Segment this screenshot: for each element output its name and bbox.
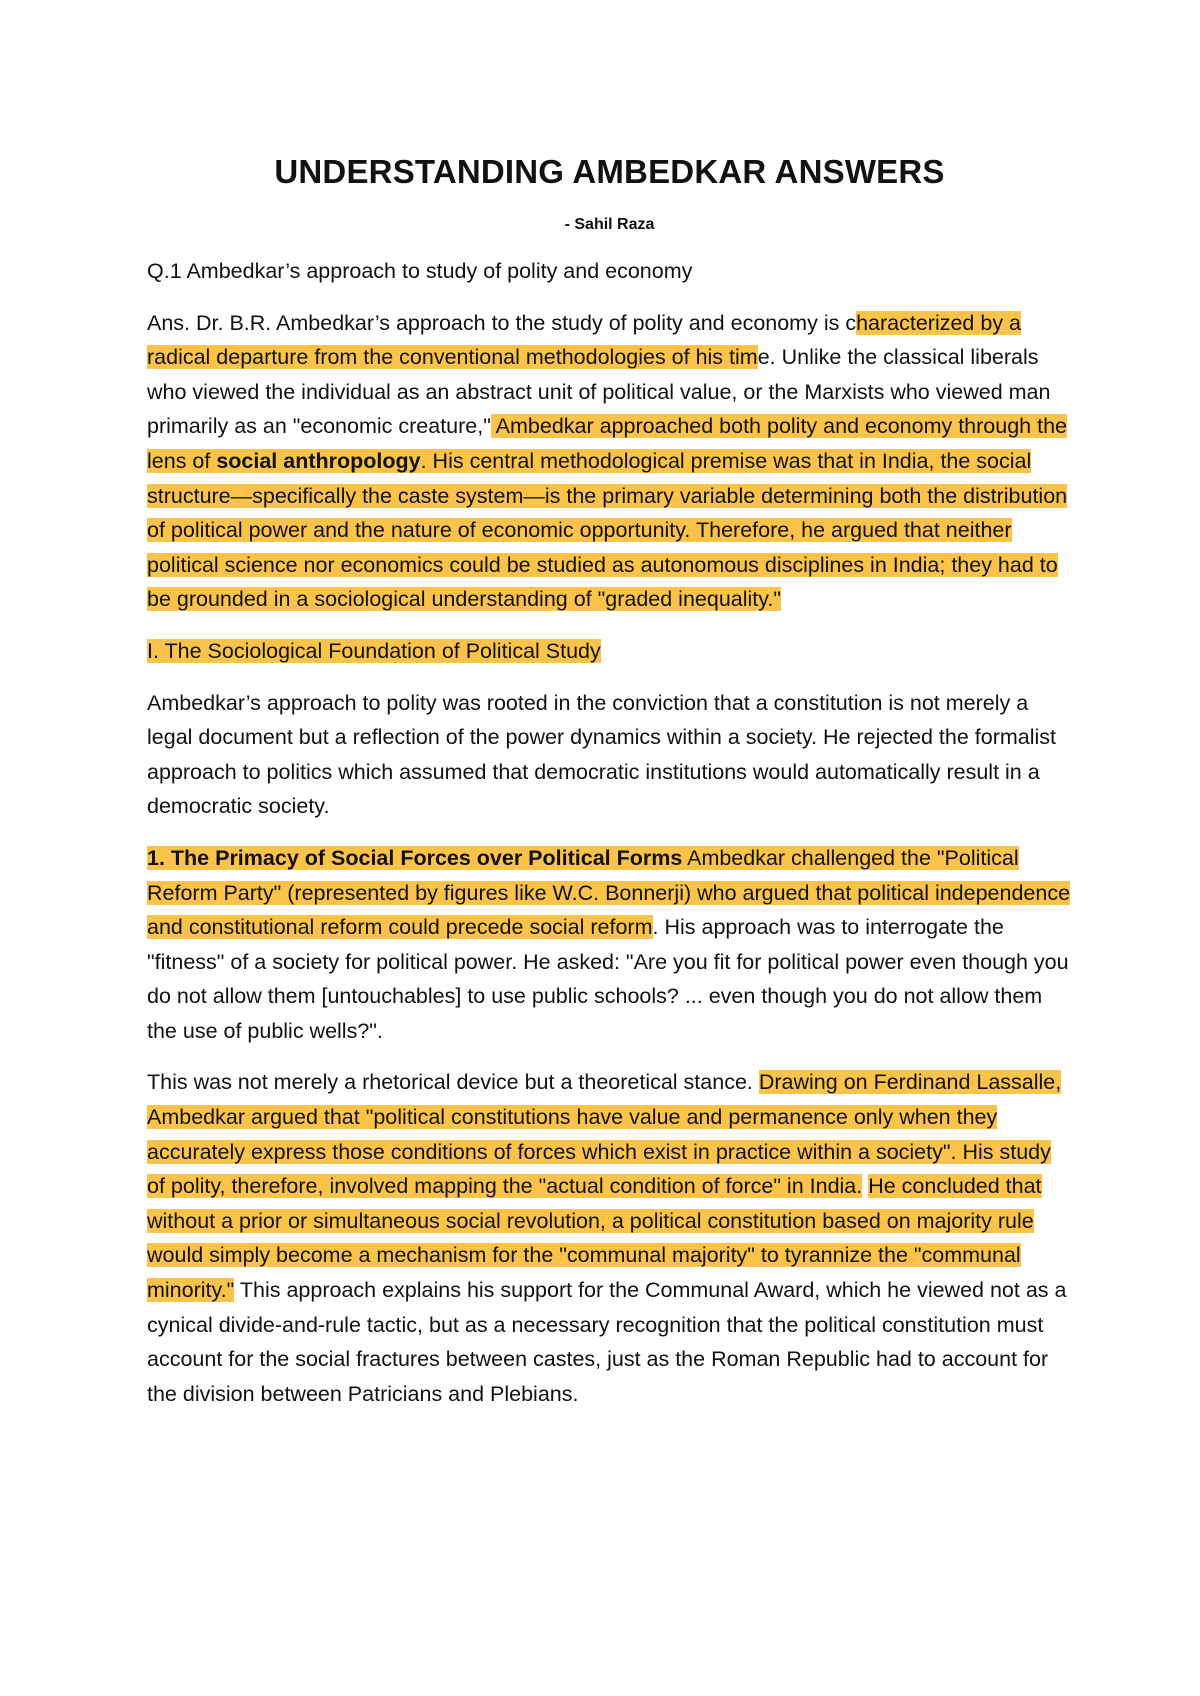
question-heading: Q.1 Ambedkar’s approach to study of polity and economy [147,259,693,283]
lassalle-text: This approach explains his support for the Communal Award, which he viewed not as a cynical divide-and-rule tactic, but as a necessary recognition that the political constitution must account for the social fractures between castes, just as the Roman Republic had to account for the division between Patricians and Plebians. [147,1278,1067,1406]
answer-highlight-bold: social anthropology [216,448,421,473]
section-heading-text: I. The Sociological Foundation of Political Study [147,638,601,663]
lassalle-highlight: Drawing on Ferdinand Lassalle, Ambedkar argued that "political constitutions have value and permanence only when they accurately express those conditions of forces which exist in practice within a society". His study of polity, therefore, involved mapping the "actual condition of force" in India. [147,1070,1062,1199]
point-1-heading: 1. The Primacy of Social Forces over Political Forms [147,845,683,870]
answer-text: e. Unlike the classical liberals who viewed the individual as an abstract unit of political value, or the Marxists who viewed man primarily as an "economic creature," [147,345,1051,439]
document-title: UNDERSTANDING AMBEDKAR ANSWERS [274,153,945,190]
point-1-text: . His approach was to interrogate the "fitness" of a society for political power. He asked: "Are you fit for political power even though you do not allow them [untouchables] to use public schools? ... even though you do not allow them the use of public wells?". [147,915,1069,1043]
point-1-highlight: Ambedkar challenged the "Political Reform Party" (represented by figures like W.C. Bonnerji) who argued that political independence and constitutional reform could precede social reform [147,845,1071,940]
answer-highlight: Ambedkar approached both polity and economy through the lens of [147,414,1067,473]
answer-paragraph [147,306,1072,617]
answer-highlight: haracterized by a radical departure from the conventional methodologies of his tim [147,310,1022,370]
point-1-paragraph [147,841,1072,1049]
section-heading [147,634,1072,669]
author-line: - Sahil Raza [564,216,655,233]
document-body [147,150,1072,1428]
lassalle-text: This was not merely a rhetorical device but a theoretical stance. [147,1070,759,1095]
answer-text: Ans. Dr. B.R. Ambedkar’s approach to the study of polity and economy is c [147,310,857,335]
lassalle-paragraph [147,1065,1072,1411]
answer-highlight: . His central methodological premise was that in India, the social structure—specifically the caste system—is the primary variable determining both the distribution of political power and the nature of economic opportunity. Therefore, he argued that neither political science nor economics could be studied as autonomous disciplines in India; they had to be grounded in a sociological understanding of "graded inequality." [147,448,1068,612]
lassalle-highlight: He concluded that without a prior or simultaneous social revolution, a political constitution based on majority rule would simply become a mechanism for the "communal majority" to tyrannize the "communal minority." [147,1174,1042,1303]
polity-paragraph: Ambedkar’s approach to polity was rooted in the conviction that a constitution is not merely a legal document but a reflection of the power dynamics within a society. He rejected the formalist approach to politics which assumed that democratic institutions would automatically result in a democratic society. [147,690,1057,819]
